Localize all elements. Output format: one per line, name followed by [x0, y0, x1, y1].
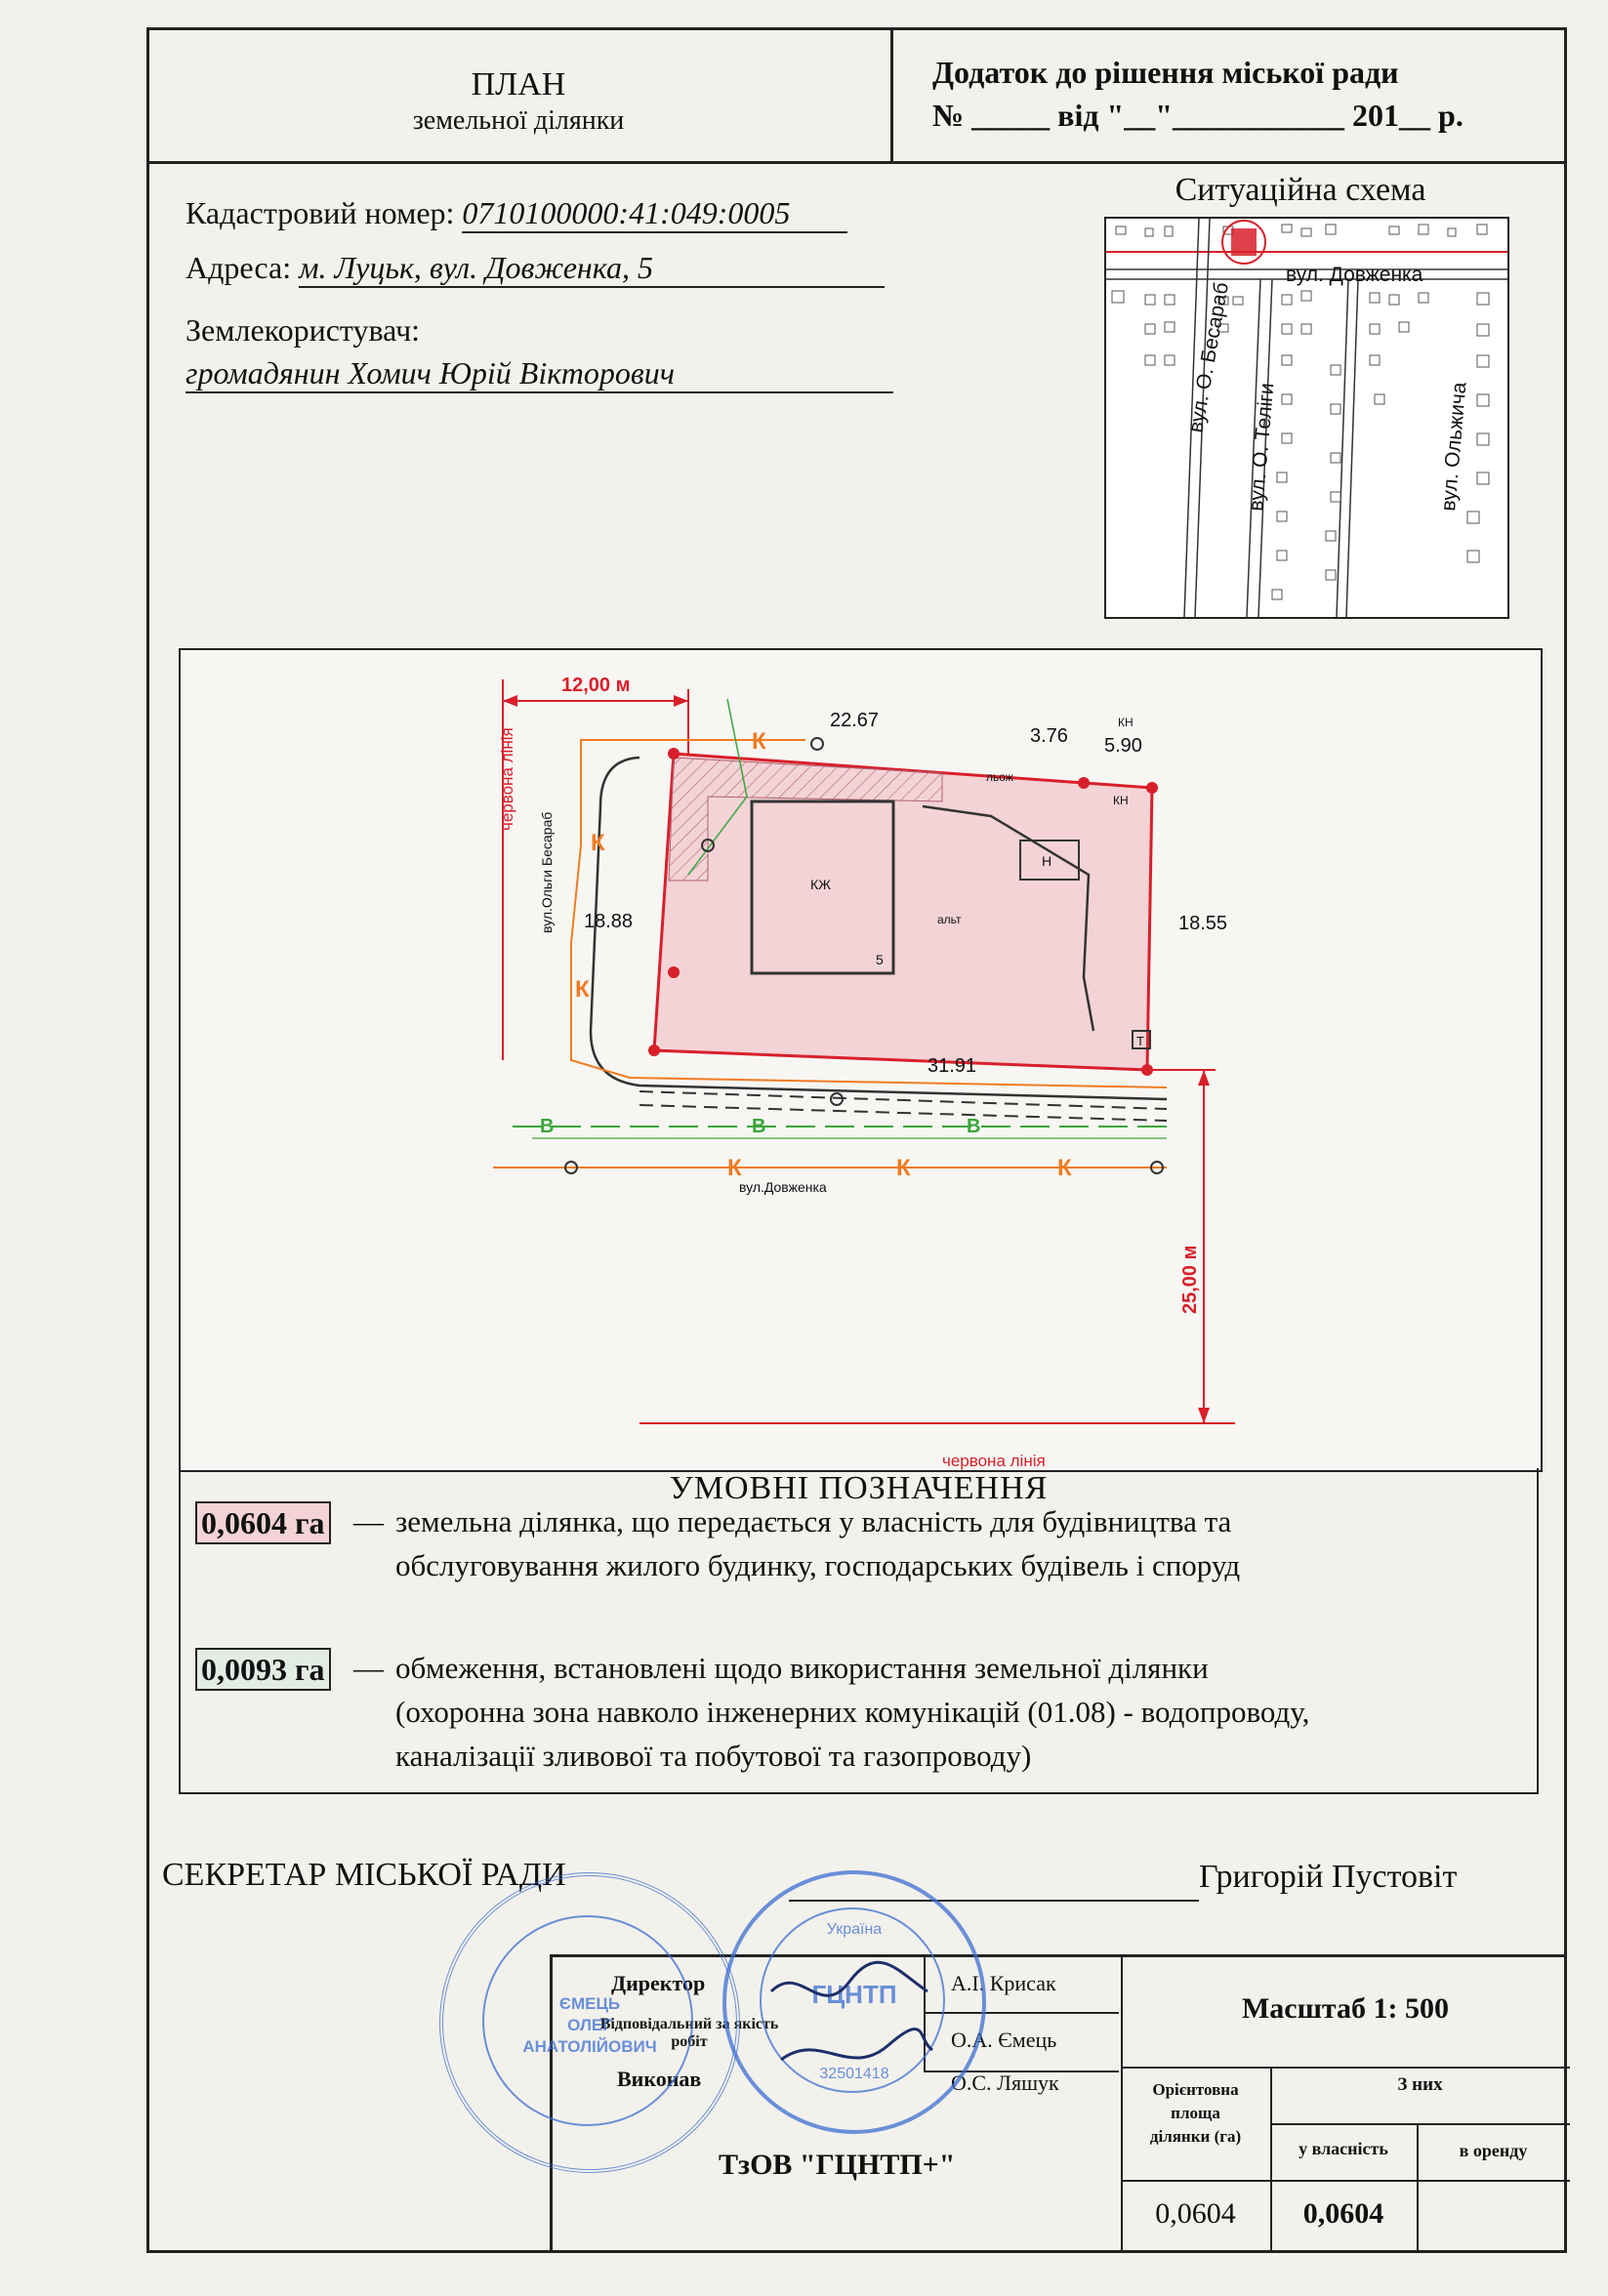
situation-title: Ситуаційна схема — [1175, 172, 1426, 208]
line-label-k: К — [591, 830, 605, 856]
arrow-icon — [1198, 1408, 1210, 1423]
plan-subtitle: земельної ділянки — [412, 105, 625, 136]
dim-top-label: 12,00 м — [561, 675, 631, 696]
stamp-left-text1: ЄМЕЦЬ — [558, 1994, 621, 2013]
stamp-left-text3: АНАТОЛІЙОВИЧ — [522, 2037, 657, 2056]
house-number: 5 — [876, 952, 884, 967]
street-label-olzhycha: вул. Ольжича — [1437, 381, 1471, 512]
addendum-block — [893, 27, 1567, 164]
length-kn: 5.90 — [1104, 735, 1142, 757]
scale-label: Масштаб 1: 500 — [1241, 1992, 1450, 2025]
red-line-bottom-label: червона лінія — [942, 1452, 1046, 1470]
secretary-label: СЕКРЕТАР МІСЬКОЇ РАДИ — [162, 1857, 566, 1893]
legend-item1-line2: обслуговування жилого будинку, господарських будівель і споруд — [395, 1548, 1241, 1582]
legend-item1-line1: земельна ділянка, що передається у власність для будівництва та — [395, 1504, 1232, 1538]
situation-map — [1104, 217, 1509, 619]
company-name: ТзОВ "ГЦНТП+" — [719, 2149, 956, 2181]
plan-drawing-svg — [181, 650, 1541, 1470]
line-label-k: К — [752, 728, 766, 755]
director-name: А.І. Крисак — [951, 1971, 1056, 1995]
area-value: 0,0604 — [1155, 2197, 1236, 2230]
street-label-besarab: вул. О. Бесараб — [1184, 280, 1233, 434]
area-header-line2: площа — [1171, 2104, 1220, 2122]
executor-name: О.С. Ляшук — [951, 2070, 1059, 2095]
address-label: Адреса: — [186, 250, 292, 285]
house-label-kzh: КЖ — [810, 877, 832, 892]
street-label-left: вул.Ольги Бесараб — [539, 811, 555, 933]
road-edge-dashed — [639, 1105, 1167, 1121]
user-label: Землекористувач: — [186, 312, 421, 348]
lease-header: в оренду — [1459, 2141, 1528, 2160]
ownership-value: 0,0604 — [1302, 2197, 1384, 2230]
street-label-teligy: вул. О. Теліги — [1245, 382, 1279, 512]
legend-item2-line2: (охоронна зона навколо інженерних комунікацій (01.08) - водопроводу, — [395, 1695, 1310, 1729]
stamp-right-name: ГЦНТП — [811, 1980, 897, 2009]
user-value: громадянин Хомич Юрій Вікторович — [186, 355, 893, 393]
length-top-right: 3.76 — [1030, 725, 1068, 747]
addendum-line2: № _____ від "__"___________ 201__ р. — [932, 98, 1464, 133]
cadastral-label: Кадастровий номер: — [186, 195, 455, 230]
area-header-line3: ділянки (га) — [1149, 2127, 1242, 2146]
executor-role: Виконав — [617, 2067, 702, 2091]
line-label-v: В — [967, 1116, 981, 1137]
plan-title-block — [146, 27, 893, 164]
address-row — [186, 250, 898, 288]
label-kn-top: КН — [1118, 716, 1134, 729]
responsible-role-line2: робіт — [671, 2033, 708, 2050]
cadastral-row — [186, 195, 898, 233]
stamp-left-text2: ОЛЕГ — [567, 2016, 612, 2034]
line-label-k: К — [727, 1155, 742, 1181]
address-value: м. Луцьк, вул. Довженка, 5 — [299, 250, 885, 288]
of-them-header: З них — [1397, 2074, 1443, 2095]
street-edge — [1346, 279, 1358, 617]
transformer-label: Т — [1136, 1034, 1144, 1048]
length-bottom: 31.91 — [928, 1055, 977, 1077]
legend-swatch-parcel: 0,0604 га — [195, 1501, 331, 1544]
signature-scribble — [762, 1952, 937, 2089]
road-edge-dashed — [639, 1091, 1167, 1109]
stamp-right-country: Україна — [826, 1921, 883, 1938]
label-lzh: льож — [986, 770, 1013, 784]
director-role: Директор — [611, 1971, 706, 1995]
plan-drawing — [179, 648, 1543, 1472]
cadastral-value: 0710100000:41:049:0005 — [462, 195, 847, 233]
stamp-left — [439, 1872, 740, 2173]
street-label-bottom: вул.Довженка — [739, 1179, 827, 1195]
responsible-role-line1: Відповідальний за якість — [599, 2016, 779, 2032]
line-label-v: В — [752, 1116, 766, 1137]
legend-title: УМОВНІ ПОЗНАЧЕННЯ — [669, 1470, 1049, 1506]
addendum-line1: Додаток до рішення міської ради — [932, 55, 1399, 90]
line-label-v: В — [540, 1116, 555, 1137]
responsible-name: О.А. Ємець — [951, 2028, 1057, 2052]
parcel-marker — [1231, 228, 1257, 256]
secretary-name: Григорій Пустовіт — [1199, 1859, 1458, 1895]
arrow-icon — [1198, 1070, 1210, 1086]
area-header-line1: Орієнтовна — [1152, 2080, 1239, 2099]
stamp-right-code: 32501418 — [819, 2066, 889, 2082]
street-label-dovzhenka: вул. Довженка — [1286, 264, 1423, 286]
outbuilding-label-n: Н — [1042, 853, 1052, 869]
legend-item2-line3: каналізації зливової та побутової та газопроводу) — [395, 1739, 1032, 1773]
length-top: 22.67 — [830, 710, 880, 731]
line-label-k: К — [1057, 1155, 1072, 1181]
length-left: 18.88 — [584, 911, 634, 932]
length-right: 18.55 — [1178, 913, 1228, 934]
dim-right-label: 25,00 м — [1179, 1245, 1201, 1314]
street-edge — [1337, 279, 1348, 617]
red-line-left-label: червона лінія — [498, 727, 516, 831]
legend-dash: — — [353, 1651, 384, 1685]
label-kn: КН — [1113, 794, 1129, 807]
arrow-icon — [503, 695, 517, 707]
label-alt: альт — [937, 913, 962, 926]
situation-map-svg — [1106, 219, 1507, 617]
ownership-header: у власність — [1299, 2139, 1388, 2158]
legend-item2-line1: обмеження, встановлені щодо використання земельної ділянки — [395, 1651, 1209, 1685]
arrow-icon — [674, 695, 688, 707]
line-label-k: К — [575, 976, 590, 1003]
legend-dash: — — [353, 1504, 384, 1538]
plan-title: ПЛАН — [471, 66, 566, 102]
legend-swatch-restriction: 0,0093 га — [195, 1648, 331, 1691]
area-header — [1121, 2078, 1270, 2149]
line-label-k: К — [896, 1155, 911, 1181]
